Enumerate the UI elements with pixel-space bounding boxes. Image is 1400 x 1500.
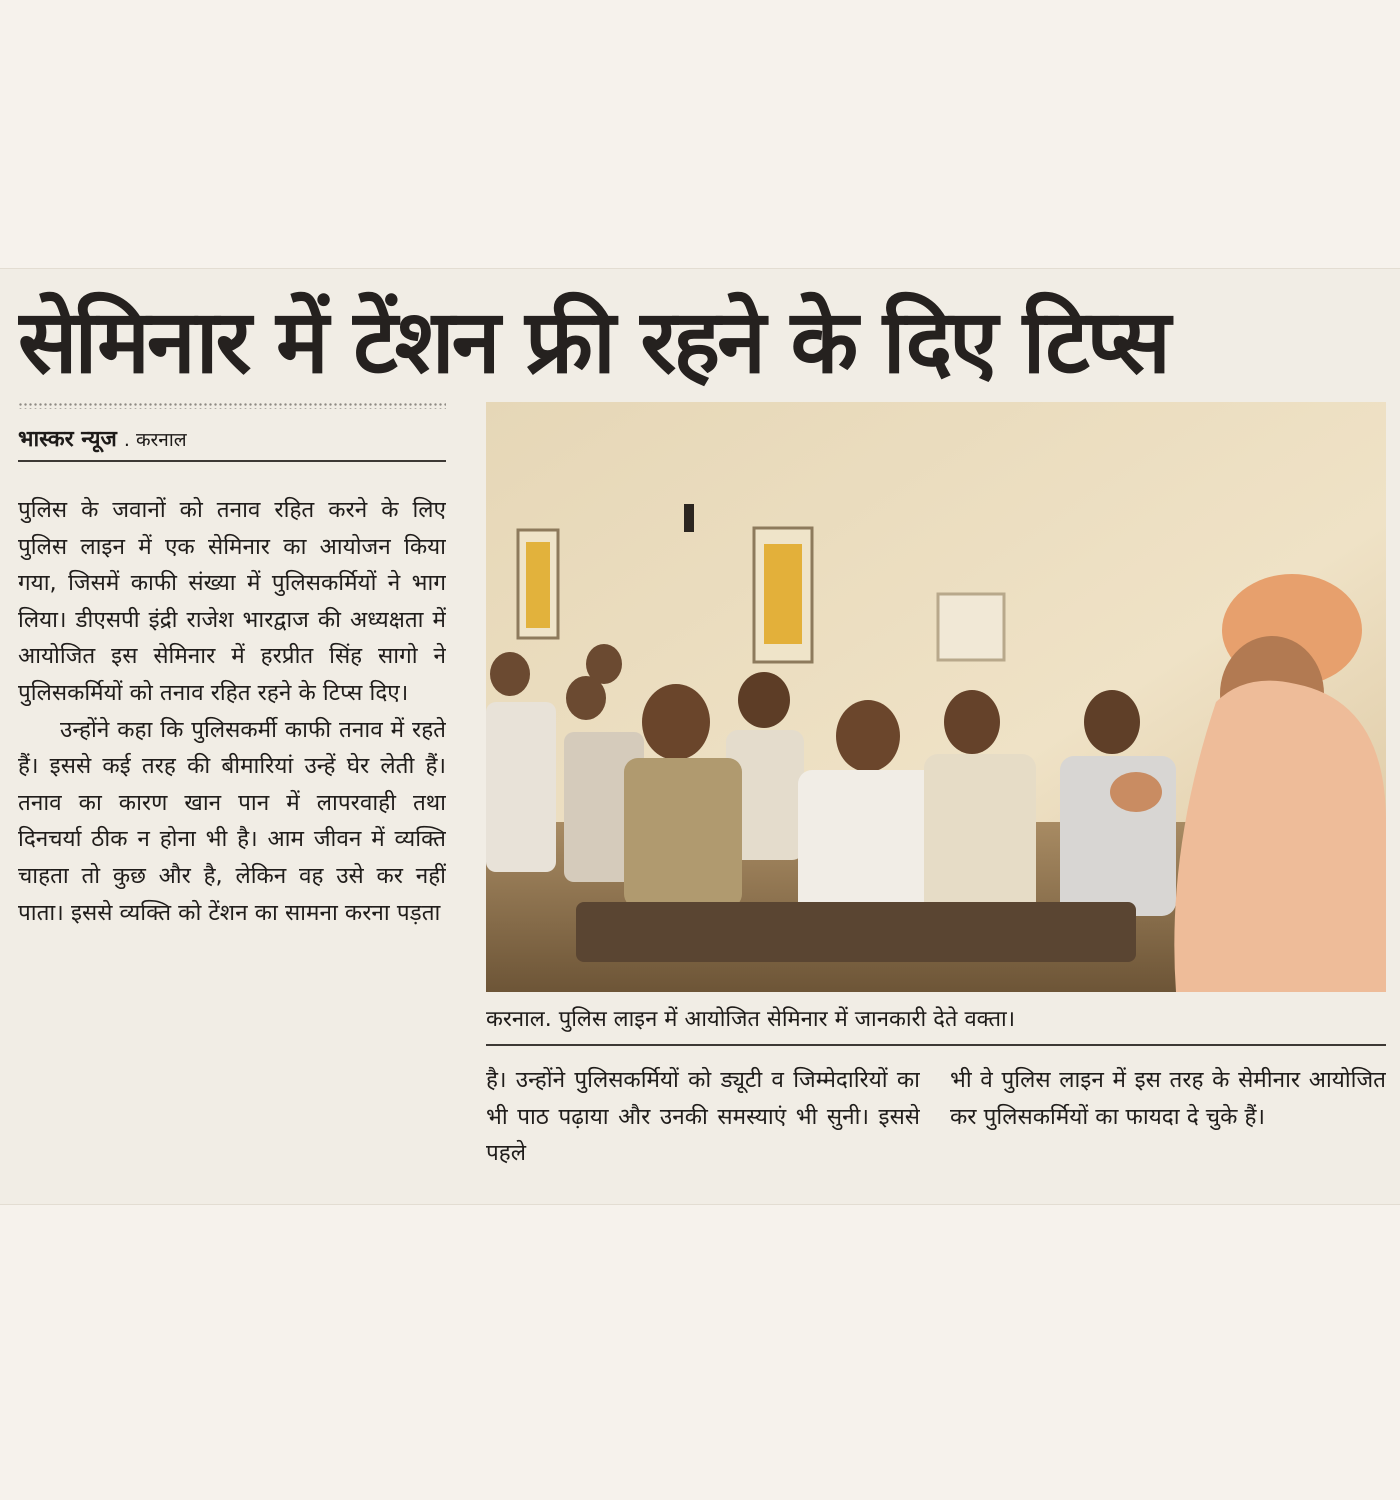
article-column-middle (486, 1062, 920, 1182)
article-column-right (950, 1062, 1386, 1182)
headline-rule (18, 402, 446, 409)
seminar-photo-image (486, 402, 1386, 992)
byline (18, 422, 446, 462)
byline-agency: भास्कर न्यूज (18, 427, 117, 452)
article-paragraph-2: उन्होंने कहा कि पुलिसकर्मी काफी तनाव में रहते हैं। इससे कई तरह की बीमारियां उन्हें घेर लेती हैं। तनाव का कारण खान पान में लापरवाही तथा दिनचर्या ठीक न होना भी है। आम जीवन में व्यक्ति चाहता तो कुछ और है, लेकिन वह उसे कर नहीं पाता। इससे व्यक्ति को टेंशन का सामना करना पड़ता (18, 716, 446, 926)
headline: सेमिनार में टेंशन फ्री रहने के दिए टिप्स (18, 290, 1168, 393)
article-paragraph-3: है। उन्होंने पुलिसकर्मियों को ड्यूटी व जिम्मेदारियों का भी पाठ पढ़ाया और उनकी समस्याएं भी सुनी। इससे पहले (486, 1067, 920, 1167)
byline-place: . करनाल (123, 429, 187, 451)
article-paragraph-1: पुलिस के जवानों को तनाव रहित करने के लिए पुलिस लाइन में एक सेमिनार का आयोजन किया गया, जिसमें काफी संख्या में पुलिसकर्मियों ने भाग लिया। डीएसपी इंद्री राजेश भारद्वाज की अध्यक्षता में आयोजित इस सेमिनार में हरप्रीत सिंह सागो ने पुलिसकर्मियों को तनाव रहित रहने के टिप्स दिए। (18, 497, 446, 706)
photo-caption: करनाल. पुलिस लाइन में आयोजित सेमिनार में जानकारी देते वक्ता। (486, 1000, 1386, 1046)
article-paragraph-4: भी वे पुलिस लाइन में इस तरह के सेमीनार आयोजित कर पुलिसकर्मियों का फायदा दे चुके हैं। (950, 1067, 1386, 1130)
seminar-photo (486, 402, 1386, 992)
article-column-left (18, 492, 446, 1188)
